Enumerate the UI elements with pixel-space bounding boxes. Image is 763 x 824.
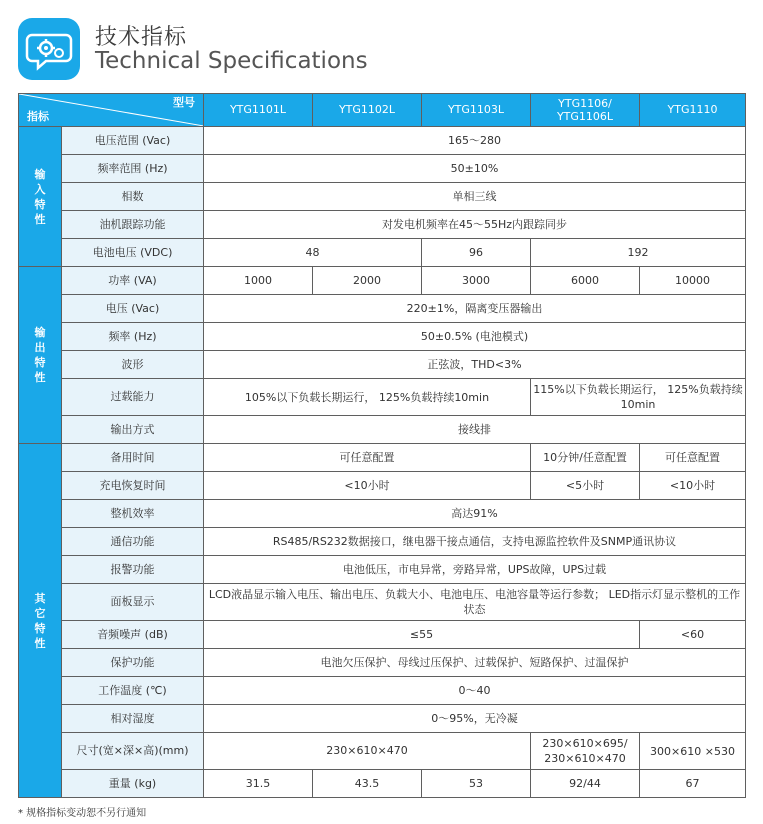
param-value: 对发电机频率在45～55Hz内跟踪同步 [204,211,746,239]
page-subtitle: Technical Specifications [95,48,368,74]
section-label-input: 输入特性 [19,127,62,267]
param-value: 92/44 [531,770,640,798]
corner-cell [19,94,204,127]
param-value: 230×610×470 [204,733,531,770]
param-value: 可任意配置 [204,444,531,472]
param-value: 3000 [422,267,531,295]
table-row [19,239,746,267]
param-value: 10000 [640,267,746,295]
table-row [19,267,746,295]
section-label-output: 输出特性 [19,267,62,444]
param-label: 频率 (Hz) [62,323,204,351]
param-value: 96 [422,239,531,267]
table-row [19,705,746,733]
param-value: 31.5 [204,770,313,798]
table-row [19,155,746,183]
param-label: 过载能力 [62,379,204,416]
param-value: 50±10% [204,155,746,183]
table-row [19,472,746,500]
param-label: 尺寸(宽×深×高)(mm) [62,733,204,770]
footnote: * 规格指标变动恕不另行通知 [18,808,147,819]
param-value: <5小时 [531,472,640,500]
param-label: 保护功能 [62,649,204,677]
param-label: 整机效率 [62,500,204,528]
param-value: 50±0.5% (电池模式) [204,323,746,351]
param-value: 192 [531,239,746,267]
table-row [19,500,746,528]
table-row [19,379,746,416]
corner-indicator-label: 指标 [27,110,49,123]
param-label: 备用时间 [62,444,204,472]
param-value: <60 [640,621,746,649]
param-value: 高达91% [204,500,746,528]
spec-table [18,93,746,798]
model-header: YTG1110 [640,94,746,127]
param-value: ≤55 [204,621,640,649]
param-label: 重量 (kg) [62,770,204,798]
param-value: 165～280 [204,127,746,155]
param-value: 6000 [531,267,640,295]
param-value: 1000 [204,267,313,295]
table-row [19,621,746,649]
table-row [19,677,746,705]
param-value: 67 [640,770,746,798]
param-value: 48 [204,239,422,267]
gear-chat-icon [18,18,80,80]
table-row [19,323,746,351]
param-value: 300×610 ×530 [640,733,746,770]
param-label: 输出方式 [62,416,204,444]
param-value: LCD液晶显示输入电压、输出电压、负载大小、电池电压、电池容量等运行参数； LED指示灯显示整机的工作状态 [204,584,746,621]
section-label-other: 其它特性 [19,444,62,798]
param-label: 相数 [62,183,204,211]
param-label: 电压 (Vac) [62,295,204,323]
param-label: 油机跟踪功能 [62,211,204,239]
model-header: YTG1101L [204,94,313,127]
param-value: 0～95%，无冷凝 [204,705,746,733]
table-row [19,584,746,621]
param-label: 波形 [62,351,204,379]
table-row [19,416,746,444]
table-row [19,733,746,770]
param-value: <10小时 [640,472,746,500]
param-label: 通信功能 [62,528,204,556]
table-row [19,127,746,155]
model-header: YTG1102L [313,94,422,127]
corner-model-label: 型号 [173,96,195,109]
param-label: 频率范围 (Hz) [62,155,204,183]
param-value: 可任意配置 [640,444,746,472]
table-row [19,183,746,211]
param-value: <10小时 [204,472,531,500]
param-label: 面板显示 [62,584,204,621]
table-row [19,556,746,584]
param-label: 电池电压 (VDC) [62,239,204,267]
table-row [19,295,746,323]
param-value: RS485/RS232数据接口，继电器干接点通信，支持电源监控软件及SNMP通讯协议 [204,528,746,556]
param-value: 10分钟/任意配置 [531,444,640,472]
param-value: 230×610×695/ 230×610×470 [531,733,640,770]
table-row [19,211,746,239]
table-row [19,649,746,677]
param-label: 功率 (VA) [62,267,204,295]
param-value: 电池低压，市电异常，旁路异常，UPS故障，UPS过载 [204,556,746,584]
param-value: 220±1%，隔离变压器输出 [204,295,746,323]
param-value: 105%以下负载长期运行， 125%负载持续10min [204,379,531,416]
param-value: 53 [422,770,531,798]
model-header: YTG1103L [422,94,531,127]
param-value: 电池欠压保护、母线过压保护、过载保护、短路保护、过温保护 [204,649,746,677]
param-label: 充电恢复时间 [62,472,204,500]
param-label: 电压范围 (Vac) [62,127,204,155]
table-header-row [19,94,746,127]
param-value: 单相三线 [204,183,746,211]
param-label: 音频噪声 (dB) [62,621,204,649]
table-row [19,351,746,379]
param-label: 相对湿度 [62,705,204,733]
param-value: 2000 [313,267,422,295]
param-value: 正弦波，THD<3% [204,351,746,379]
param-label: 报警功能 [62,556,204,584]
table-row [19,444,746,472]
table-row [19,770,746,798]
param-label: 工作温度 (℃) [62,677,204,705]
param-value: 43.5 [313,770,422,798]
param-value: 115%以下负载长期运行， 125%负载持续10min [531,379,746,416]
page-title: 技术指标 [95,25,188,50]
param-value: 接线排 [204,416,746,444]
param-value: 0～40 [204,677,746,705]
model-header: YTG1106/ YTG1106L [531,94,640,127]
table-row [19,528,746,556]
